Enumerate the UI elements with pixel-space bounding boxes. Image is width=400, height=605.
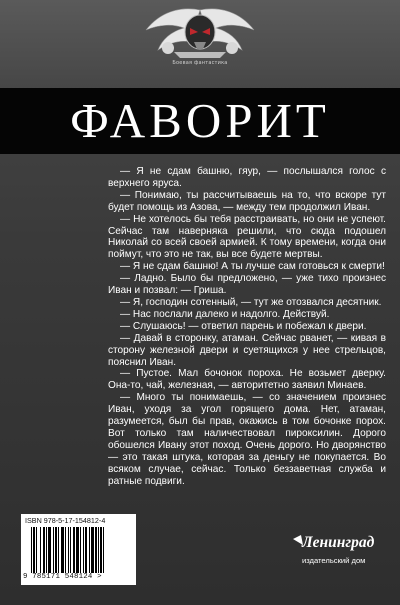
barcode-bar	[73, 527, 75, 573]
blurb-paragraph: — Слушаюсь! — ответил парень и побежал к двери.	[120, 320, 367, 332]
barcode-bar	[65, 527, 66, 573]
blurb-paragraph: — Нас послали далеко и надолго. Действуй.	[120, 308, 330, 320]
blurb-paragraph: — Я, господин сотенный, — тут же отозвался десятник.	[120, 296, 382, 308]
barcode-bar	[55, 527, 57, 573]
publisher-subtitle: издательский дом	[302, 556, 366, 565]
blurb-paragraph: — Много ты понимаешь, — со значением произнес Иван, уходя за угол горящего дома. Нет, атаман, разумеется, был бы прав, окажись в том бочонке порох. Вот только там наличествовал пироксилин. Дорого обошелся Ивану этот поход. Очень дорого. Но дворянство — это такая штука, которая за деньгу не покупается. Во всяком случае, сейчас. Только беззаветная служба и ратные подвиги.	[108, 392, 386, 487]
blurb-paragraph: — Я не сдам башню, гяур, — послышался голос с верхнего яруса.	[108, 166, 386, 189]
barcode-bar	[46, 527, 47, 573]
barcode-bar	[100, 527, 102, 573]
barcode-bar	[91, 527, 94, 573]
book-title: ФАВОРИТ	[70, 93, 330, 148]
blurb-paragraph: — Пустое. Мал бочонок пороха. Не возьмет дверку. Она-то, чай, железная, — авторитетно заявил Минаев.	[108, 368, 386, 392]
barcode-bar	[58, 527, 59, 573]
barcode-bar	[61, 527, 64, 573]
barcode-bar	[48, 527, 51, 573]
barcode-bar	[83, 527, 84, 573]
publisher-name: Ленинград	[302, 534, 375, 551]
isbn-barcode-box	[21, 514, 136, 585]
barcode-bar	[53, 527, 54, 573]
barcode-bar	[76, 527, 79, 573]
barcode-bar	[80, 527, 81, 573]
barcode-icon	[31, 527, 131, 573]
isbn-label: ISBN 978-5-17-154812-4	[25, 516, 106, 525]
barcode-bar	[85, 527, 87, 573]
barcode-bar	[40, 527, 41, 573]
barcode-bar	[43, 527, 45, 573]
barcode-bar	[33, 527, 35, 573]
barcode-bar	[68, 527, 69, 573]
series-caption: Боевая фантастика	[172, 60, 228, 66]
barcode-bar	[36, 527, 37, 573]
barcode-bar	[31, 527, 32, 573]
blurb-paragraph: — Понимаю, ты рассчитываешь на то, что вскоре тут будет помощь из Азова, — между тем продолжил Иван.	[108, 189, 386, 213]
barcode-bar	[103, 527, 104, 573]
barcode-bar	[98, 527, 99, 573]
barcode-bar	[89, 527, 90, 573]
blurb-paragraph: — Я не сдам башню! А ты лучше сам готовься к смерти!	[120, 261, 385, 273]
blurb-paragraph: — Ладно. Было бы предложено, — уже тихо произнес Иван и позвал: — Гриша.	[108, 273, 386, 297]
barcode-digits: 9 785171 548124 >	[23, 573, 102, 581]
barcode-bar	[70, 527, 71, 573]
blurb-paragraph: — Не хотелось бы тебя расстраивать, но они не успеют. Сейчас там наверняка решили, что сюда подошел Николай со всей своей армией. К тому времени, когда они поймут, что это не так, вы все будете мертвы.	[108, 213, 386, 261]
blurb-paragraph: — Давай в сторонку, атаман. Сейчас рванет, — кивая в сторону железной двери и суетящихся у нее стрельцов, пояснил Иван.	[108, 332, 386, 368]
blurb-text	[108, 166, 386, 487]
barcode-bar	[95, 527, 97, 573]
